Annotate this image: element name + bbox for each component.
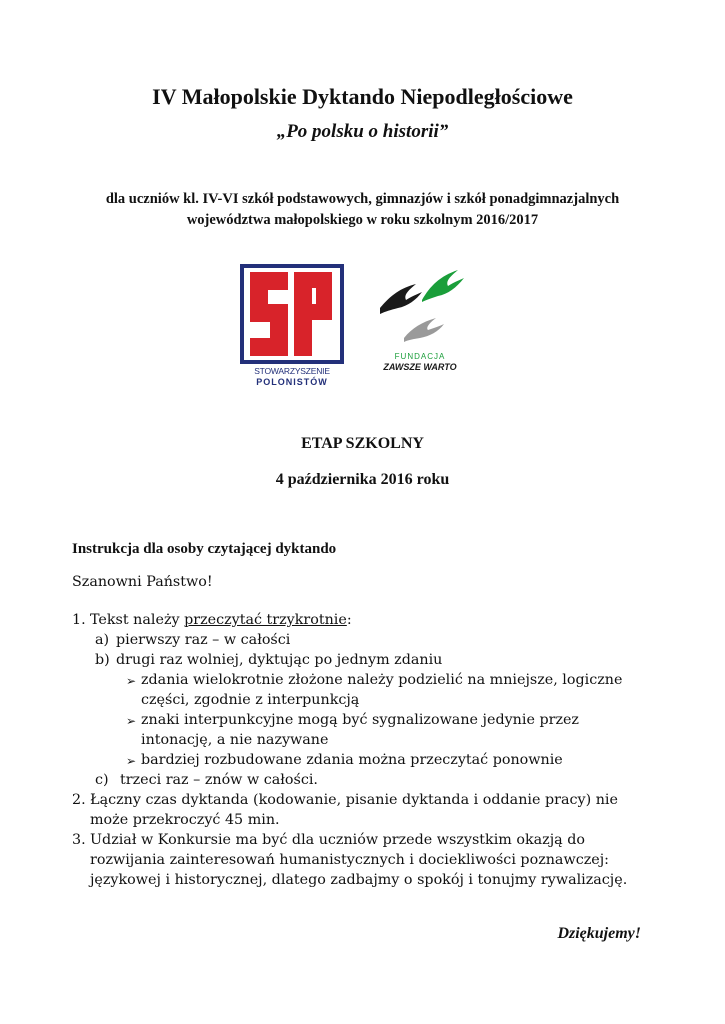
item-b-text: drugi raz wolniej, dyktując po jednym zdaniu [116, 652, 443, 668]
instructions-heading: Instrukcja dla osoby czytającej dyktando [72, 541, 337, 557]
fundacja-logo-line-1: FUNDACJA [394, 352, 446, 361]
item-3-line-2: rozwijania zainteresowań humanistycznych i dociekliwości poznawczej: [90, 852, 609, 868]
item-3-number: 3. [72, 832, 86, 848]
underlined-phrase: przeczytać trzykrotnie [184, 612, 347, 628]
item-a-label: a) [95, 632, 110, 648]
subitem-2-line-1: znaki interpunkcyjne mogą być sygnalizowane jedynie przez [141, 712, 579, 728]
audience-line-2: województwa małopolskiego w roku szkolnym 2016/2017 [186, 212, 539, 228]
fundacja-zawsze-warto-logo [376, 266, 464, 384]
item-c-label: c) [95, 772, 109, 788]
subitem-3-line-1: bardziej rozbudowane zdania można przeczytać ponownie [141, 752, 563, 768]
audience-line-1: dla uczniów kl. IV-VI szkół podstawowych, gimnazjów i szkół ponadgimnazjalnych [105, 191, 620, 207]
item-3-line-3: językowej i historycznej, dlatego zadbajmy o spokój i tonujmy rywalizację. [90, 872, 628, 888]
stowarzyszenie-polonistow-logo [240, 264, 344, 388]
item-2-line-2: może przekroczyć 45 min. [90, 812, 280, 828]
fundacja-logo-line-2: ZAWSZE WARTO [383, 362, 457, 372]
date-label: 4 października 2016 roku [275, 471, 450, 488]
arrow-bullet-icon: ➢ [126, 754, 137, 768]
item-2-line-1: Łączny czas dyktanda (kodowanie, pisanie dyktanda i oddanie pracy) nie [90, 792, 618, 808]
swallows-icon [376, 266, 464, 346]
greeting: Szanowni Państwo! [72, 574, 213, 590]
stage-label: ETAP SZKOLNY [301, 435, 424, 452]
arrow-bullet-icon: ➢ [126, 714, 137, 728]
subitem-1-line-2: części, zgodnie z interpunkcją [141, 692, 360, 708]
item-a-text: pierwszy raz – w całości [116, 632, 291, 648]
item-c-text: trzeci raz – znów w całości. [120, 772, 318, 788]
item-3-line-1: Udział w Konkursie ma być dla uczniów przede wszystkim okazją do [90, 832, 585, 848]
item-2-number: 2. [72, 792, 86, 808]
item-1-number: 1. [72, 612, 86, 628]
item-b-label: b) [95, 652, 110, 668]
arrow-bullet-icon: ➢ [126, 674, 137, 688]
subitem-1-line-1: zdania wielokrotnie złożone należy podzielić na mniejsze, logiczne [141, 672, 623, 688]
closing-thanks: Dziękujemy! [557, 925, 641, 942]
document-title: IV Małopolskie Dyktando Niepodległościowe [152, 84, 573, 109]
item-1-text: Tekst należy przeczytać trzykrotnie: [90, 612, 352, 628]
sp-logo-line-2: POLONISTÓW [256, 377, 328, 387]
sp-logo-line-1: STOWARZYSZENIE [254, 366, 330, 376]
subitem-2-line-2: intonację, a nie nazywane [141, 732, 329, 748]
document-subtitle: „Po polsku o historii” [276, 121, 449, 142]
sp-logo-mark [240, 264, 344, 364]
